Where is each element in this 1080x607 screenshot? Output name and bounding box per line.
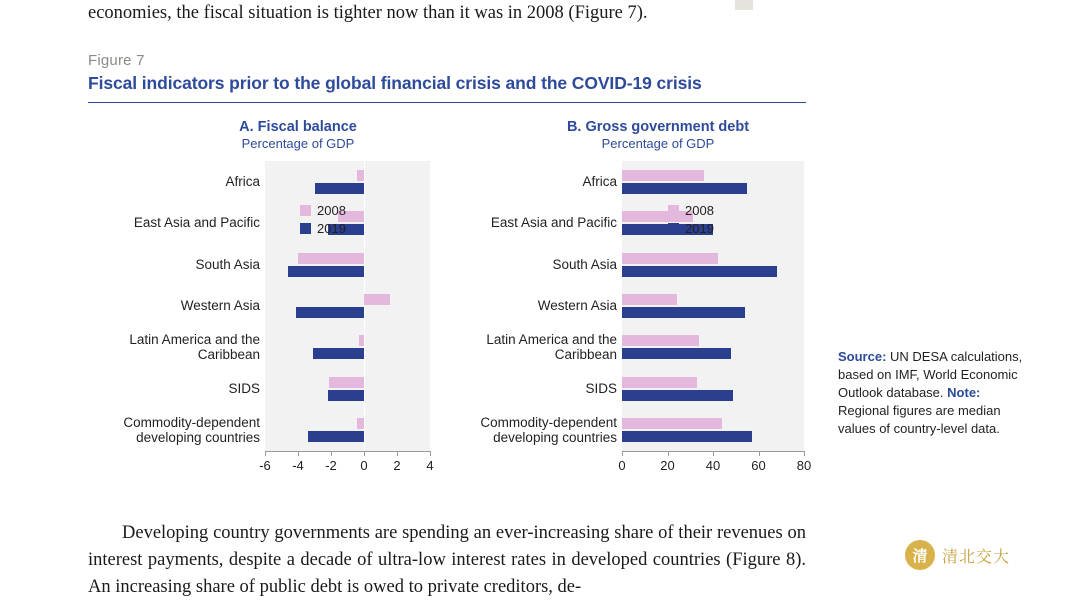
axis-tick-label: 0 <box>360 458 368 473</box>
category-label: SIDS <box>585 380 617 396</box>
panel-a-header <box>156 119 440 151</box>
category-label: Commodity-dependent developing countries <box>123 414 260 446</box>
top-paragraph: economies, the fiscal situation is tighter now than it was in 2008 (Figure 7). <box>88 3 648 23</box>
decorative-corner-mark <box>735 0 753 10</box>
bar-2019 <box>288 266 364 277</box>
bar-2008 <box>622 170 704 181</box>
category-label: Commodity-dependent developing countries <box>480 414 617 446</box>
panel-a-chart-area <box>88 161 440 491</box>
bar-2019 <box>622 390 733 401</box>
panel-b-gross-debt <box>440 119 812 491</box>
bottom-paragraph-text: Developing country governments are spending an ever-increasing share of their revenues on interest payments, despite a decade of ultra-low interest rates in developed countries (Figure 8). An increasing share of public debt is owed to private creditors, de- <box>88 523 806 597</box>
category-label: South Asia <box>552 256 617 272</box>
legend-item <box>300 203 346 218</box>
panel-a-x-axis <box>259 451 434 485</box>
legend-item <box>668 203 714 218</box>
chart-panels <box>88 119 812 491</box>
category-label: East Asia and Pacific <box>133 215 260 231</box>
watermark-logo <box>905 540 1010 570</box>
panel-a-legend <box>300 203 346 239</box>
bar-2008 <box>359 335 364 346</box>
source-label: Source: <box>838 349 887 364</box>
bar-2019 <box>622 183 747 194</box>
axis-tick-mark <box>804 451 805 456</box>
bar-2008 <box>622 335 699 346</box>
bar-2019 <box>622 266 777 277</box>
category-label: Latin America and the Caribbean <box>486 331 617 363</box>
legend-swatch-2019 <box>668 223 679 234</box>
panel-b-header <box>510 119 806 151</box>
panel-a-fiscal-balance <box>88 119 440 491</box>
figure-title: Fiscal indicators prior to the global financial crisis and the COVID-19 crisis <box>88 73 702 93</box>
source-note <box>838 348 1024 438</box>
axis-tick-mark <box>668 451 669 456</box>
panel-b-category-labels <box>440 161 617 451</box>
category-label: Western Asia <box>180 298 260 313</box>
axis-tick-label: 80 <box>796 458 812 473</box>
category-label: Africa <box>225 173 260 189</box>
axis-tick-label: 60 <box>751 458 766 473</box>
axis-tick-mark <box>265 451 266 456</box>
axis-tick-label: 40 <box>705 458 721 473</box>
watermark-text: 清北交大 <box>942 548 1011 566</box>
panel-a-category-labels <box>88 161 260 451</box>
panel-b-x-axis <box>618 451 812 485</box>
axis-tick-mark <box>713 451 714 456</box>
legend-item <box>668 221 714 236</box>
axis-tick-label: -4 <box>292 458 304 473</box>
bar-2008 <box>622 253 718 264</box>
note-label: Note: <box>947 384 981 400</box>
watermark-badge-text: 清 <box>912 547 928 565</box>
legend-item <box>300 221 346 236</box>
bar-2019 <box>622 307 745 318</box>
axis-tick-label: -2 <box>325 458 337 473</box>
legend-label-2008: 2008 <box>317 203 346 218</box>
axis-line <box>265 451 430 452</box>
bar-2008 <box>364 294 390 305</box>
panel-a-plot <box>265 161 430 451</box>
panel-b-chart-area <box>440 161 812 491</box>
category-label: SIDS <box>228 380 260 396</box>
axis-tick-mark <box>430 451 431 456</box>
axis-tick-mark <box>759 451 760 456</box>
bar-2008 <box>298 253 364 264</box>
bar-2008 <box>622 418 722 429</box>
bar-2019 <box>622 348 731 359</box>
axis-tick-label: -6 <box>259 458 271 473</box>
panel-a-title: A. Fiscal balance <box>239 119 357 135</box>
bar-2019 <box>622 431 752 442</box>
bar-2019 <box>315 183 365 194</box>
panel-b-legend <box>668 203 714 239</box>
bar-2019 <box>328 390 364 401</box>
figure-divider <box>88 102 806 103</box>
bar-2008 <box>622 294 677 305</box>
axis-tick-label: 20 <box>660 458 675 473</box>
axis-tick-mark <box>397 451 398 456</box>
category-label: Latin America and the Caribbean <box>129 331 260 363</box>
axis-tick-label: 4 <box>426 458 434 473</box>
zero-line <box>364 161 365 451</box>
category-label: Africa <box>582 173 617 189</box>
category-label: South Asia <box>195 256 260 272</box>
axis-tick-mark <box>622 451 623 456</box>
axis-tick-label: 0 <box>618 458 626 473</box>
legend-swatch-2008 <box>668 205 679 216</box>
bar-2008 <box>329 377 364 388</box>
axis-tick-mark <box>331 451 332 456</box>
panel-b-title: B. Gross government debt <box>566 119 750 135</box>
legend-label-2019: 2019 <box>685 221 714 236</box>
legend-label-2019: 2019 <box>317 221 346 236</box>
panel-b-subtitle: Percentage of GDP <box>601 136 715 151</box>
legend-swatch-2008 <box>300 205 311 216</box>
note-text: Regional figures are median values of country-level data. <box>838 402 1001 436</box>
bar-2008 <box>622 377 697 388</box>
bar-2019 <box>313 348 364 359</box>
bar-2019 <box>296 307 364 318</box>
axis-tick-mark <box>298 451 299 456</box>
bar-2019 <box>308 431 364 442</box>
category-label: East Asia and Pacific <box>490 215 617 231</box>
legend-label-2008: 2008 <box>685 203 714 218</box>
source-text: UN DESA calculations, based on IMF, World Economic Outlook database. <box>838 349 1023 400</box>
category-label: Western Asia <box>537 298 617 313</box>
watermark-badge-icon <box>905 540 935 570</box>
axis-tick-mark <box>364 451 365 456</box>
figure-7 <box>88 52 812 491</box>
legend-swatch-2019 <box>300 223 311 234</box>
bar-2008 <box>357 170 364 181</box>
axis-tick-label: 2 <box>393 458 401 473</box>
bottom-paragraph <box>88 520 806 600</box>
panel-a-subtitle: Percentage of GDP <box>241 136 355 151</box>
figure-label: Figure 7 <box>88 52 145 69</box>
bar-2008 <box>357 418 364 429</box>
